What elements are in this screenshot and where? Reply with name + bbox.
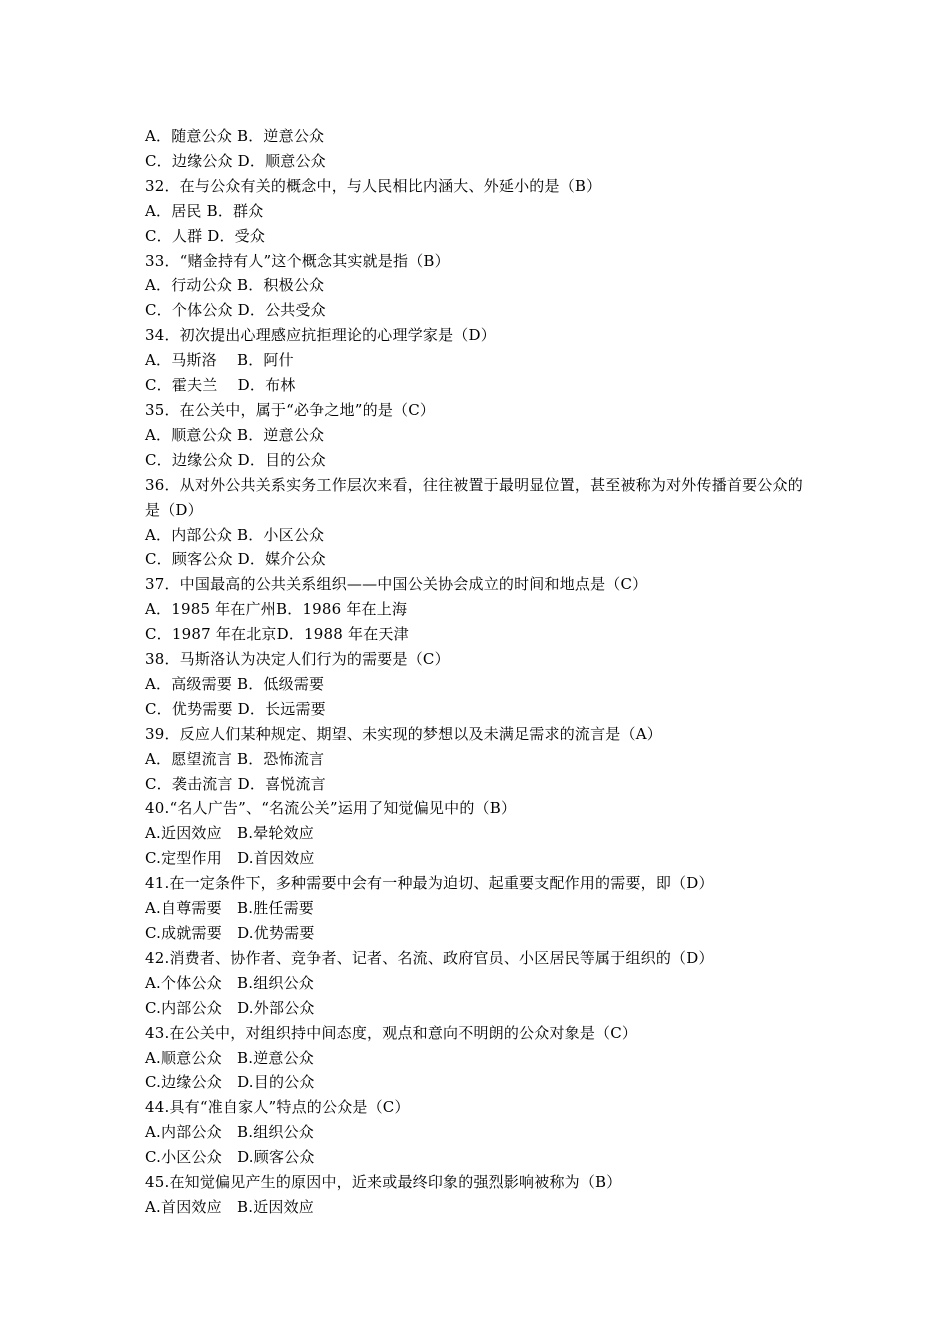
answer-options-line: C.小区公众 D.顾客公众	[145, 1148, 315, 1167]
question-37: 37．中国最高的公共关系组织——中国公关协会成立的时间和地点是（C）	[145, 575, 648, 594]
question-39: 39．反应人们某种规定、期望、未实现的梦想以及未满足需求的流言是（A）	[145, 724, 662, 743]
answer-options-line: A.个体公众 B.组织公众	[145, 973, 314, 992]
question-list	[145, 124, 815, 1220]
answer-options-line: A．随意公众 B．逆意公众	[145, 127, 325, 145]
question-35: 35．在公关中，属于“必争之地”的是（C）	[145, 400, 436, 419]
question-41: 41.在一定条件下，多种需要中会有一种最为迫切、起重要支配作用的需要，即（D）	[145, 874, 714, 893]
answer-options-line: A．愿望流言 B．恐怖流言	[145, 749, 325, 768]
answer-options-line: A.顺意公众 B.逆意公众	[145, 1048, 314, 1067]
answer-options-line: C.定型作用 D.首因效应	[145, 849, 315, 868]
answer-options-line: C．人群 D．受众	[145, 226, 266, 245]
answer-options-line: A.内部公众 B.组织公众	[145, 1123, 314, 1142]
question-34: 34．初次提出心理感应抗拒理论的心理学家是（D）	[145, 326, 496, 345]
answer-options-line: A.近因效应 B.晕轮效应	[145, 824, 314, 843]
question-44: 44.具有“准自家人”特点的公众是（C）	[145, 1098, 410, 1117]
answer-options-line: C．优势需要 D．长远需要	[145, 699, 326, 718]
answer-options-line: A．高级需要 B．低级需要	[145, 674, 325, 693]
answer-options-line: C．袭击流言 D．喜悦流言	[145, 774, 326, 793]
answer-options-line: C．个体公众 D．公共受众	[145, 301, 326, 320]
answer-options-line: A．顺意公众 B．逆意公众	[145, 425, 325, 444]
question-38: 38．马斯洛认为决定人们行为的需要是（C）	[145, 650, 450, 669]
answer-options-line: A．1985 年在广州B．1986 年在上海	[145, 600, 408, 619]
question-43: 43.在公关中，对组织持中间态度，观点和意向不明朗的公众对象是（C）	[145, 1023, 638, 1042]
question-36: 36．从对外公共关系实务工作层次来看，往往被置于最明显位置，甚至被称为对外传播首要公众的是（D）	[145, 475, 803, 519]
answer-options-line: C.内部公众 D.外部公众	[145, 998, 315, 1017]
answer-options-line: C．顾客公众 D．媒介公众	[145, 550, 326, 569]
answer-options-line: A．内部公众 B．小区公众	[145, 525, 325, 544]
question-45: 45.在知觉偏见产生的原因中，近来或最终印象的强烈影响被称为（B）	[145, 1173, 622, 1192]
answer-options-line: C．1987 年在北京D．1988 年在天津	[145, 625, 409, 644]
answer-options-line: A．马斯洛 B．阿什	[145, 351, 294, 370]
answer-options-line: A．居民 B．群众	[145, 201, 264, 220]
answer-options-line: A.首因效应 B.近因效应	[145, 1197, 314, 1216]
answer-options-line: C．边缘公众 D．顺意公众	[145, 151, 326, 170]
answer-options-line: C.成就需要 D.优势需要	[145, 924, 315, 942]
answer-options-line: C．边缘公众 D．目的公众	[145, 450, 326, 469]
answer-options-line: C．霍夫兰 D．布林	[145, 376, 296, 395]
question-40: 40.“名人广告”、“名流公关”运用了知觉偏见中的（B）	[145, 799, 517, 818]
answer-options-line: A.自尊需要 B.胜任需要	[145, 899, 314, 918]
question-32: 32．在与公众有关的概念中，与人民相比内涵大、外延小的是（B）	[145, 176, 602, 195]
question-33: 33．“赌金持有人”这个概念其实就是指（B）	[145, 251, 450, 270]
question-42: 42.消费者、协作者、竞争者、记者、名流、政府官员、小区居民等属于组织的（D）	[145, 948, 714, 967]
answer-options-line: C.边缘公众 D.目的公众	[145, 1073, 315, 1092]
answer-options-line: A．行动公众 B．积极公众	[145, 276, 325, 295]
